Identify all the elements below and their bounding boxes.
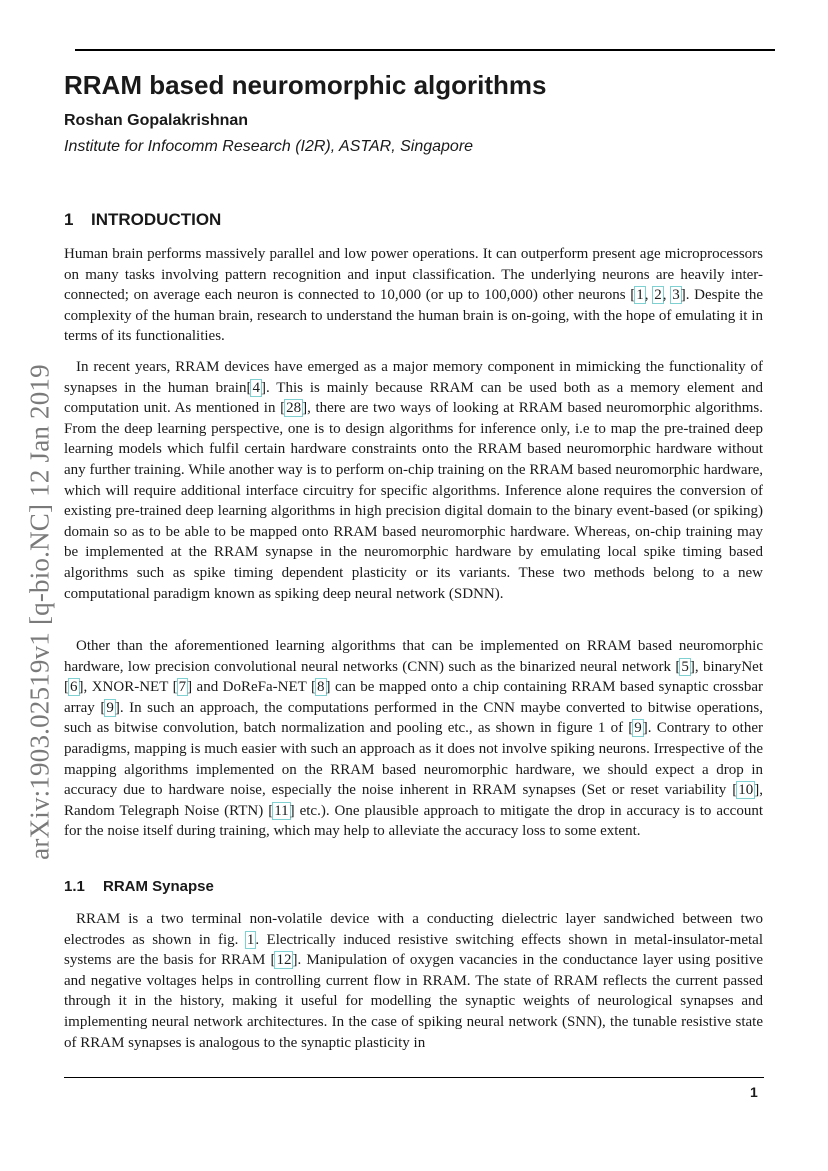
paragraph-text: ]. Contrary to other paradigms, mapping is much easier with such an approach as it does not involve spiking neurons. Irrespective of the mapping algorithms implemented on the RRAM based neuromorphic hardware, we should expect a drop in accuracy due to hardware noise, especially the noise inherent in RRAM synapses (Set or reset variability [ [64,720,763,799]
paragraph-text: ], Random Telegraph Noise (RTN) [ [64,782,763,819]
intro-paragraph-1 [64,244,763,347]
author-affiliation: Institute for Infocomm Research (I2R), ASTAR, Singapore [64,138,474,155]
section-heading-introduction [64,209,221,231]
paragraph-text: Human brain performs massively parallel and low power operations. It can outperform present age microprocessors on many tasks involving pattern recognition and input classification. The underlying neurons are heavily inter-connected; on average each neuron is connected to 10,000 (or up to 100,000) other neurons [ [64,246,763,304]
paragraph-text: ], binaryNet [ [64,658,763,696]
paragraph-text: ]. Despite the complexity of the human brain, research to understand the human brain is on-going, with the hope of emulating it in terms of its functionalities. [64,287,764,345]
paragraph-text: ], there are two ways of looking at RRAM based neuromorphic algorithms. From the deep learning perspective, one is to design algorithms for inference only, i.e to map the pre-trained deep learning models which fulfil certain hardware constraints onto the RRAM based neuromorphic hardware without any further training. While another way is to perform on-chip training on the RRAM based neuromorphic hardware, which will require additional interface circuitry for specific algorithms. Inference alone requires the conversion of existing pre-trained deep learning algorithms in high precision digital domain to the binary event-based (or spiking) domain so as to be able to be mapped onto RRAM based neuromorphic hardware. Whereas, on-chip training may be implemented at the RRAM synapse in the neuromorphic hardware by emulating local spike timing based algorithms such as spike timing dependent plasticity or its variants. These two methods belong to a new computational paradigm known as spiking deep neural network (SDNN). [64,400,763,602]
section-number: 1 [64,210,74,229]
citation-link[interactable]: 9 [634,720,642,737]
header-rule [75,49,775,51]
subsection-heading-rram-synapse [64,877,214,897]
citation-link[interactable]: 5 [681,658,689,675]
citation-link[interactable]: 3 [672,287,680,304]
paper-title: RRAM based neuromorphic algorithms [64,70,547,100]
paragraph-text: Other than the aforementioned learning algorithms that can be implemented on RRAM based neuromorphic hardware, low precision convolutional neural networks (CNN) such as the binarized neural network [ [64,638,763,675]
paragraph-text: . Electrically induced resistive switching effects shown in metal-insulator-metal systems are the basis for RRAM [ [64,931,764,969]
paragraph-text: In recent years, RRAM devices have emerged as a major memory component in mimicking the functionality of synapses in the human brain[ [64,359,763,396]
rram-synapse-paragraph [64,909,763,1053]
citation-link[interactable]: 1 [246,931,255,948]
paragraph-text: ]. Manipulation of oxygen vacancies in the conductance layer using positive and negative voltages helps in controlling current flow in RRAM. The state of RRAM reflects the current passed through it in the history, making it useful for modelling the synaptic weights of neurological synapses and implementing neural network architectures. In the case of spiking neural network (SNN), the tunable resistive state of RRAM synapses is analogous to the synaptic plasticity in [64,952,763,1051]
page-number: 1 [750,1084,758,1100]
arxiv-stamp-text: arXiv:1903.02519v1 [q-bio.NC] 12 Jan 2019 [24,364,55,860]
paragraph-text: ], XNOR-NET [ [78,679,178,696]
subsection-number: 1.1 [64,878,85,895]
intro-paragraph-3 [64,636,763,842]
citation-link[interactable]: 7 [178,679,187,696]
paragraph-text: RRAM is a two terminal non-volatile device with a conducting dielectric layer sandwiched between two electrodes as shown in fig. [64,911,763,948]
footer-rule [64,1077,764,1078]
paragraph-text: ] etc.). One plausible approach to mitigate the drop in accuracy is to account for the noise itself during training, which may help to alleviate the accuracy loss to some extent. [64,802,764,840]
paragraph-text: , [644,287,654,304]
citation-link[interactable]: 8 [317,679,325,696]
citation-link[interactable]: 12 [276,952,292,969]
section-title: INTRODUCTION [91,210,222,229]
author-name: Roshan Gopalakrishnan [64,112,249,129]
citation-link[interactable]: 28 [286,400,302,417]
paragraph-text: ]. This is mainly because RRAM can be used both as a memory element and computation unit. As mentioned in [ [64,379,763,417]
paragraph-text: ] and DoReFa-NET [ [187,679,317,696]
citation-link[interactable]: 2 [654,287,662,304]
citation-link[interactable]: 11 [274,802,289,819]
citation-link[interactable]: 4 [252,379,260,396]
arxiv-identifier-stamp [20,352,60,872]
intro-paragraph-2 [64,357,763,604]
paragraph-text: ] can be mapped onto a chip containing RRAM based synaptic crossbar array [ [64,679,763,716]
paragraph-text: , [662,287,672,304]
citation-link[interactable]: 6 [70,679,78,696]
citation-link[interactable]: 10 [738,782,754,799]
paragraph-text: ]. In such an approach, the computations performed in the CNN maybe converted to bitwise operations, such as bitwise convolution, batch normalization and pooling etc., as shown in figure 1 of [ [64,699,763,737]
citation-link[interactable]: 1 [636,287,644,304]
subsection-title: RRAM Synapse [103,878,214,895]
citation-link[interactable]: 9 [106,699,114,716]
